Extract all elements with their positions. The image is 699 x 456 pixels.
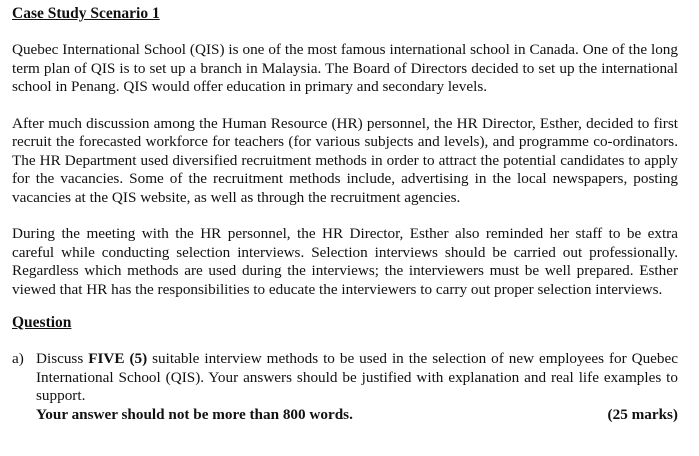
case-study-title: Case Study Scenario 1 bbox=[12, 5, 160, 22]
question-label: a) bbox=[12, 350, 24, 367]
case-study-document bbox=[12, 4, 678, 424]
question-heading: Question bbox=[12, 314, 72, 331]
question-text-main: suitable interview methods to be used in the selection of new employees for Quebec International School (QIS). Your answers should be justified with explanation and real life examples to support. bbox=[36, 350, 678, 404]
question-item-a bbox=[12, 350, 678, 424]
question-body bbox=[36, 350, 678, 424]
word-limit-note: Your answer should not be more than 800 words. bbox=[36, 405, 353, 423]
question-final-line bbox=[36, 406, 678, 425]
paragraph-selection-interviews: During the meeting with the HR personnel, the HR Director, Esther also reminded her staff to be extra careful while conducting selection interviews. Selection interviews should be carried out professionally. Regardless which methods are used during the interviews; the interviewers must be well prepared. Esther viewed that HR has the responsibilities to educate the interviewers to carry out proper selection interviews. bbox=[12, 225, 678, 298]
marks-label: (25 marks) bbox=[607, 405, 678, 423]
paragraph-recruitment-methods: After much discussion among the Human Resource (HR) personnel, the HR Director, Esther, decided to first recruit the forecasted workforce for teachers (for various subjects and levels), and programme co-ordinators. The HR Department used diversified recruitment methods in order to attract the potential candidates to apply for the vacancies. Some of the recruitment methods include, advertising in the local newspapers, posting vacancies at the QIS website, as well as through the recruitment agencies. bbox=[12, 114, 678, 206]
paragraph-school-background: Quebec International School (QIS) is one of the most famous international school in Canada. One of the long term plan of QIS is to set up a branch in Malaysia. The Board of Directors decided to set up the international school in Penang. QIS would offer education in primary and secondary levels. bbox=[12, 41, 678, 95]
question-text-intro: Discuss bbox=[36, 350, 89, 367]
question-emphasis: FIVE (5) bbox=[88, 350, 148, 367]
